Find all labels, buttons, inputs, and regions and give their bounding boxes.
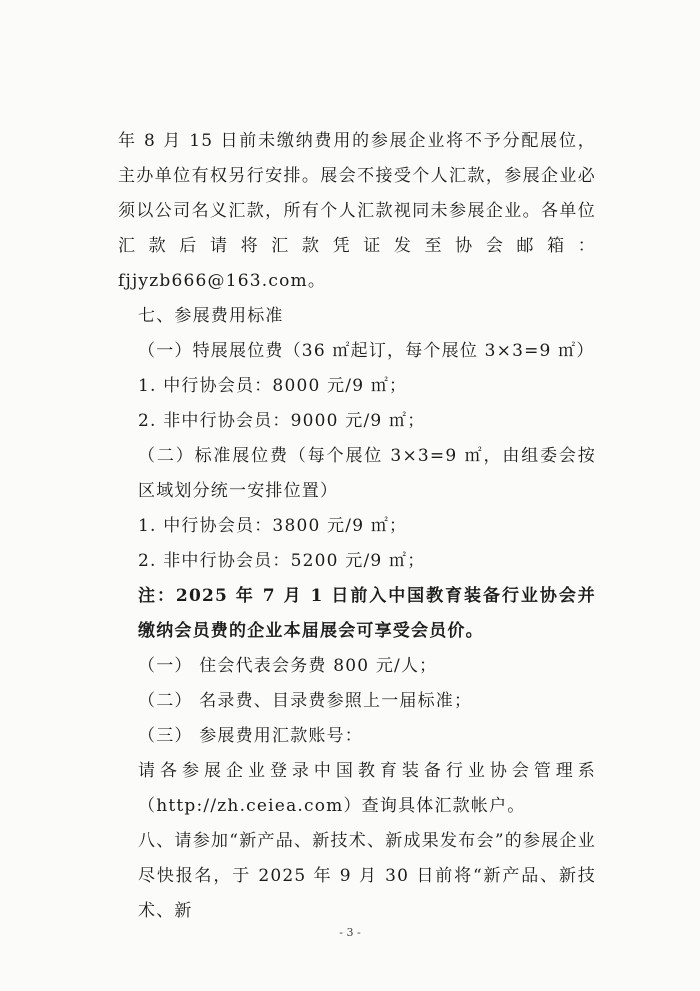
page-number: - 3 -: [339, 926, 361, 939]
section-heading-launch: 八、请参加“新产品、新技术、新成果发布会”的参展企业尽快报名，于 2025 年 9 月 30 日前将“新产品、新技术、新: [138, 831, 596, 921]
paragraph-account-lookup: 请各参展企业登录中国教育装备行业协会管理系（http://zh.ceiea.com）查询具体汇款帐户。: [138, 761, 596, 816]
subsection-standard-booth: （二）标准展位费（每个展位 3×3=9 ㎡，由组委会按区域划分统一安排位置）: [138, 446, 596, 501]
list-item-member-special: 1. 中行协会员：8000 元/9 ㎡；: [138, 376, 408, 396]
note-membership: 注：2025 年 7 月 1 日前入中国教育装备行业协会并缴纳会员费的企业本届展会可享受会员价。: [138, 586, 596, 641]
paragraph-payment-deadline: 年 8 月 15 日前未缴纳费用的参展企业将不予分配展位，主办单位有权另行安排。展会不接受个人汇款，参展企业必须以公司名义汇款，所有个人汇款视同未参展企业。各单位汇款后请将汇款凭证发至协会邮箱：fjjyzb666@163.com。: [118, 131, 596, 291]
item-directory-fee: （二） 名录费、目录费参照上一届标准；: [138, 691, 473, 711]
document-body: [118, 124, 596, 929]
list-item-nonmember-standard: 2. 非中行协会员：5200 元/9 ㎡；: [138, 551, 426, 571]
section-heading-fees: 七、参展费用标准: [138, 306, 284, 326]
list-item-nonmember-special: 2. 非中行协会员：9000 元/9 ㎡；: [138, 411, 426, 431]
subsection-special-booth: （一）特展展位费（36 ㎡起订，每个展位 3×3=9 ㎡）: [138, 341, 595, 361]
list-item-member-standard: 1. 中行协会员：3800 元/9 ㎡；: [138, 516, 408, 536]
item-remittance-account: （三） 参展费用汇款账号：: [138, 726, 364, 746]
item-conference-fee: （一） 住会代表会务费 800 元/人；: [138, 656, 438, 676]
